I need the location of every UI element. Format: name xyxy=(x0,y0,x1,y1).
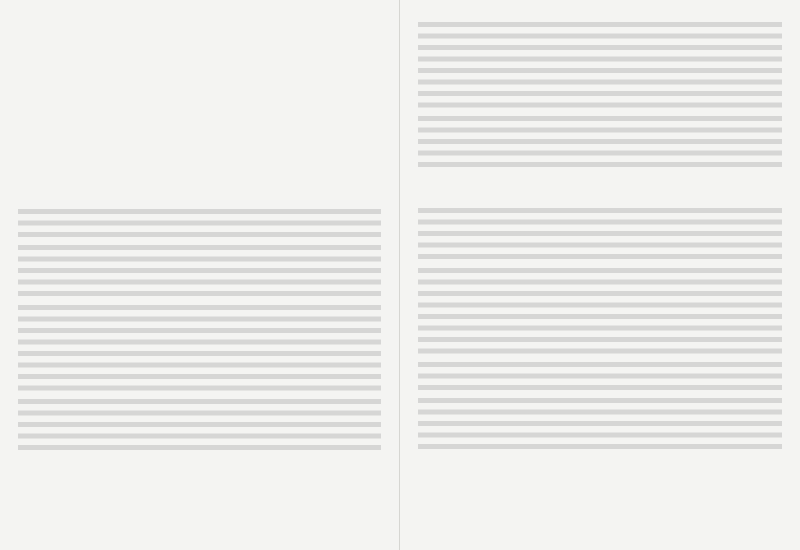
notes-heading xyxy=(18,94,381,105)
note-item xyxy=(18,133,381,155)
material-label xyxy=(418,192,782,202)
body-paragraph xyxy=(418,204,782,262)
body-paragraph xyxy=(18,205,381,239)
note-item xyxy=(18,157,381,179)
page-footer xyxy=(0,533,399,542)
body-paragraph xyxy=(418,358,782,392)
body-paragraph xyxy=(418,264,782,356)
body-paragraph xyxy=(418,18,782,110)
body-paragraph xyxy=(418,112,782,170)
body-paragraph xyxy=(18,395,381,453)
citation xyxy=(418,176,782,186)
body-paragraph xyxy=(18,301,381,393)
material-label xyxy=(18,193,381,203)
page-footer xyxy=(400,533,800,542)
exam-subtitle xyxy=(18,58,381,76)
note-item xyxy=(18,109,381,131)
page-right xyxy=(400,0,800,550)
exam-title xyxy=(18,38,381,54)
body-paragraph xyxy=(418,394,782,452)
body-paragraph xyxy=(18,241,381,299)
